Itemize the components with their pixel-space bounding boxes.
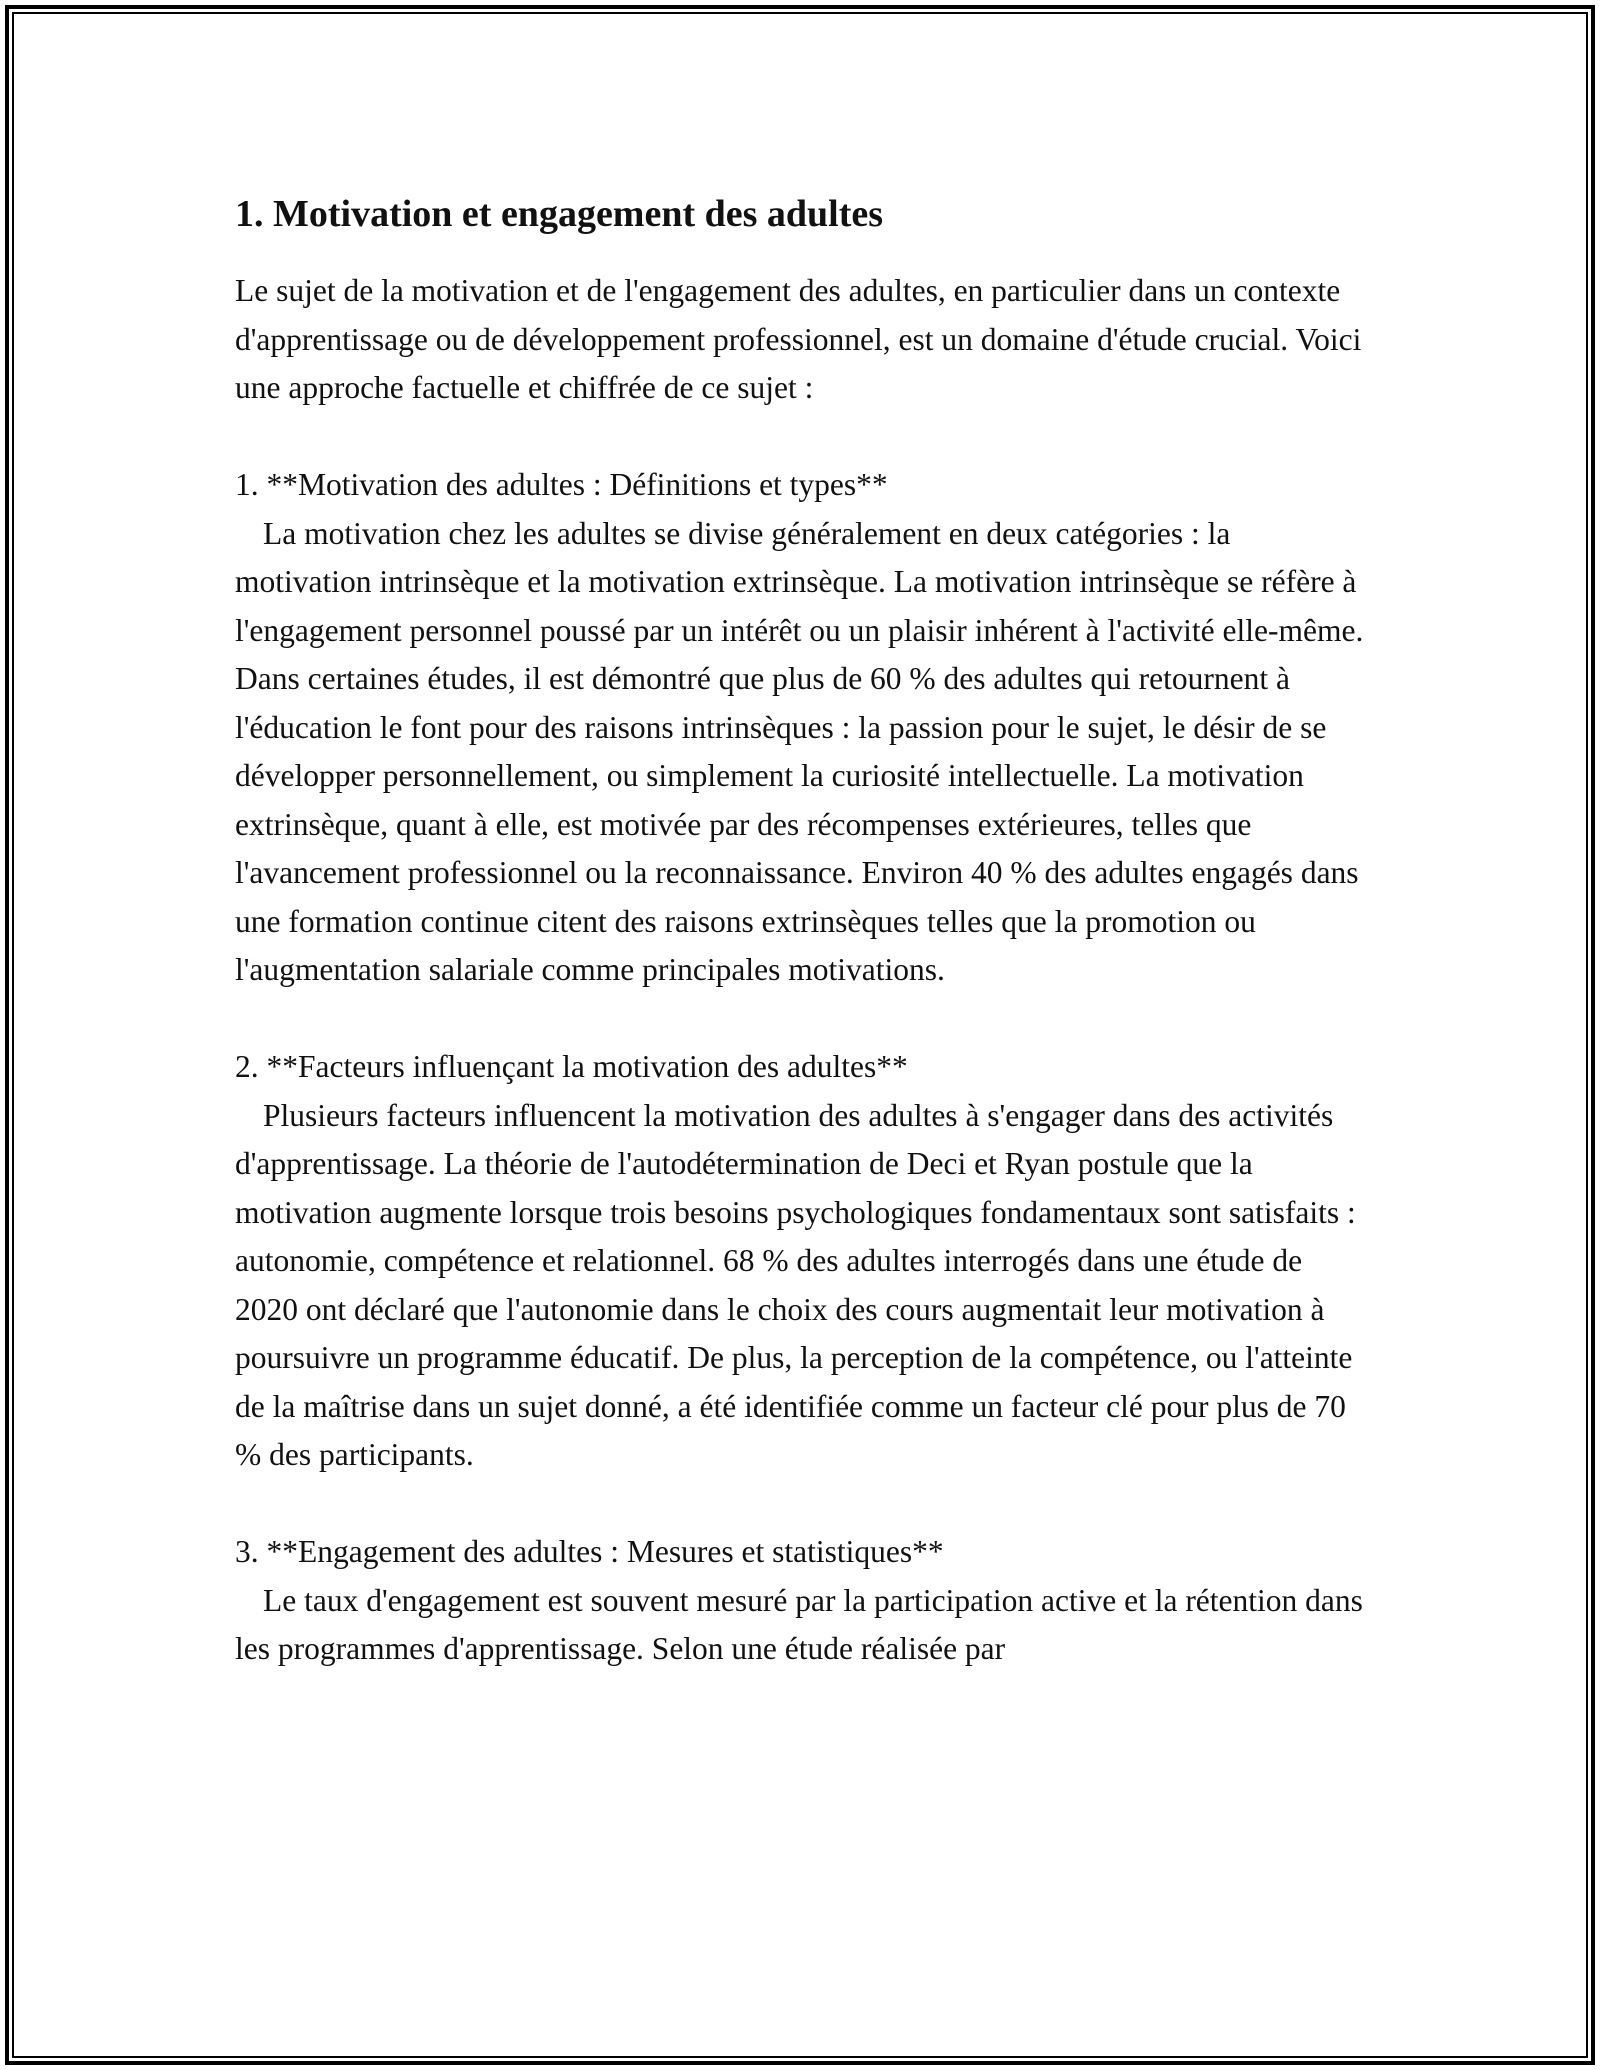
intro-paragraph: Le sujet de la motivation et de l'engagement des adultes, en particulier dans un contexte d'apprentissage ou de développement professionnel, est un domaine d'étude crucial. Voici une approche factuelle et chiffrée de ce sujet :	[235, 273, 1362, 405]
document-title: 1. Motivation et engagement des adultes	[235, 193, 884, 235]
section-body: Le taux d'engagement est souvent mesuré par la participation active et la rétention dans les programmes d'apprentissage. Selon une étude réalisée par	[235, 1582, 1363, 1666]
section-heading: 1. **Motivation des adultes : Définitions et types**	[235, 467, 888, 502]
document-content	[235, 185, 1365, 1674]
section-motivation-types	[235, 461, 1365, 995]
section-motivation-factors	[235, 1043, 1365, 1480]
section-heading: 3. **Engagement des adultes : Mesures et statistiques**	[235, 1534, 944, 1569]
section-body: Plusieurs facteurs influencent la motivation des adultes à s'engager dans des activités d'apprentissage. La théorie de l'autodétermination de Deci et Ryan postule que la motivation augmente lorsque trois besoins psychologiques fondamentaux sont satisfaits : autonomie, compétence et relationnel. 68 % des adultes interrogés dans une étude de 2020 ont déclaré que l'autonomie dans le choix des cours augmentait leur motivation à poursuivre un programme éducatif. De plus, la perception de la compétence, ou l'atteinte de la maîtrise dans un sujet donné, a été identifiée comme un facteur clé pour plus de 70 % des participants.	[235, 1097, 1356, 1472]
section-engagement-measures	[235, 1528, 1365, 1674]
section-heading: 2. **Facteurs influençant la motivation des adultes**	[235, 1049, 908, 1084]
section-body: La motivation chez les adultes se divise généralement en deux catégories : la motivation intrinsèque et la motivation extrinsèque. La motivation intrinsèque se réfère à l'engagement personnel poussé par un intérêt ou un plaisir inhérent à l'activité elle-même. Dans certaines études, il est démontré que plus de 60 % des adultes qui retournent à l'éducation le font pour des raisons intrinsèques : la passion pour le sujet, le désir de se développer personnellement, ou simplement la curiosité intellectuelle. La motivation extrinsèque, quant à elle, est motivée par des récompenses extérieures, telles que l'avancement professionnel ou la reconnaissance. Environ 40 % des adultes engagés dans une formation continue citent des raisons extrinsèques telles que la promotion ou l'augmentation salariale comme principales motivations.	[235, 515, 1364, 987]
